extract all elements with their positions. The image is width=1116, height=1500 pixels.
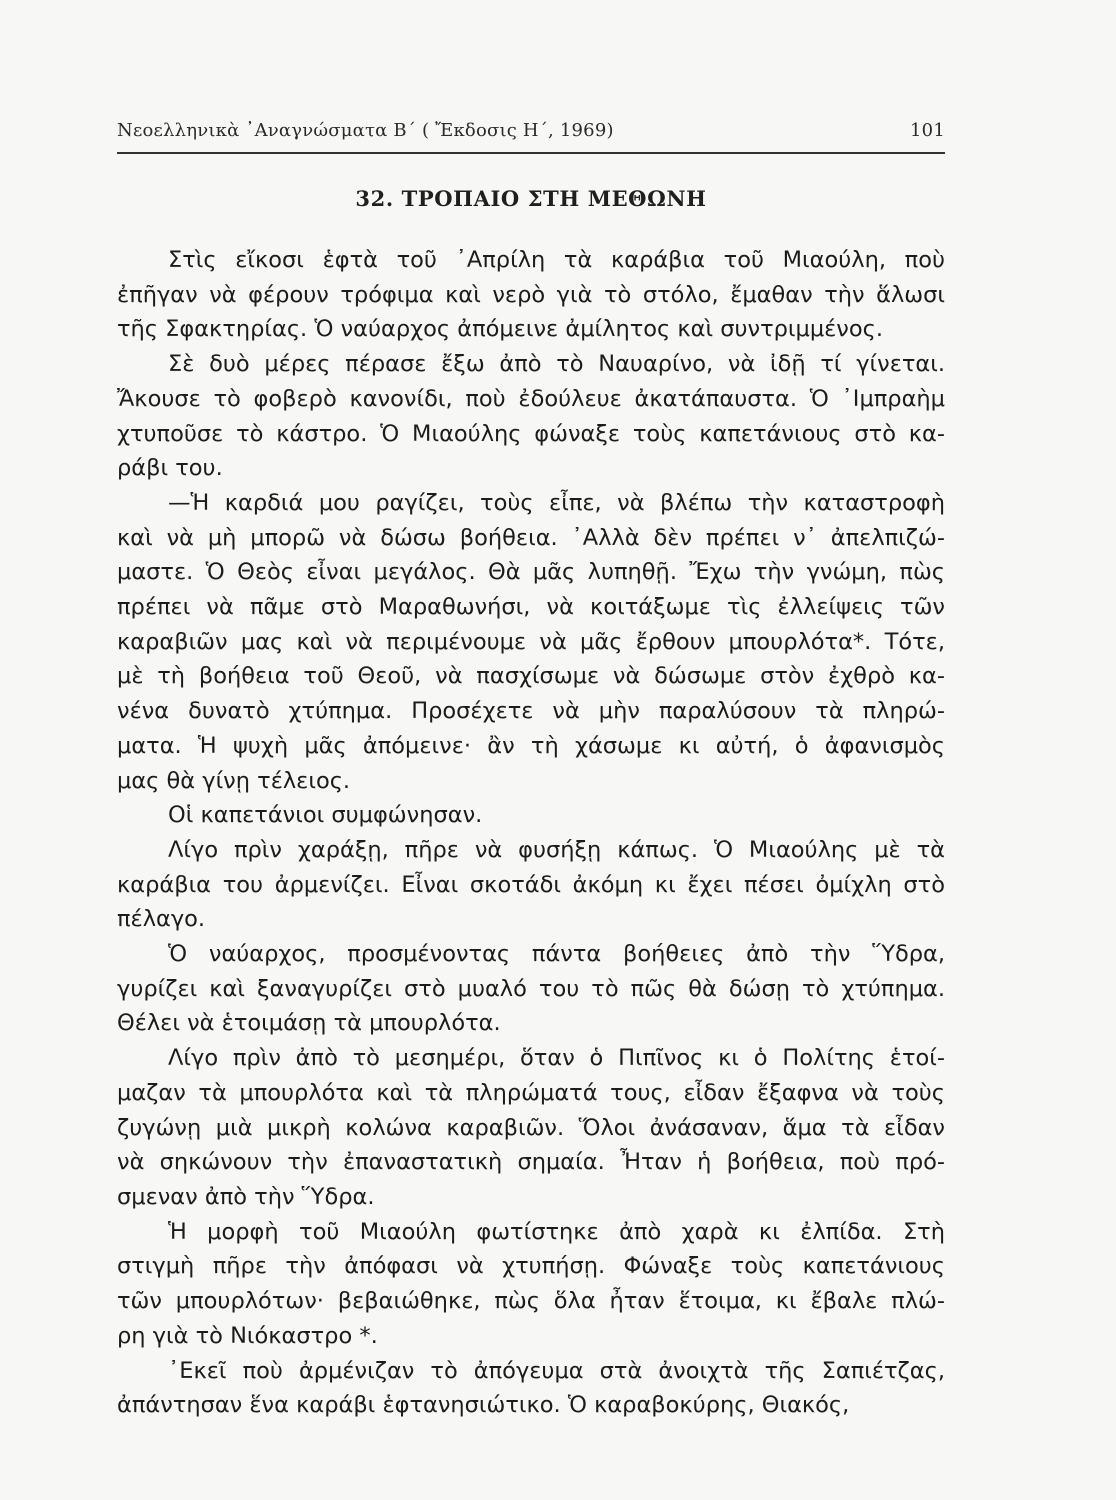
header-rule (117, 152, 945, 154)
paragraph (117, 1041, 945, 1215)
text-line: μαστε. Ὁ Θεὸς εἶναι μεγάλος. Θὰ μᾶς λυπηθῇ. Ἔχω τὴν γνώμη, πὼς (117, 559, 945, 586)
text-line: ἐπῆγαν νὰ φέρουν τρόφιμα καὶ νερὸ γιὰ τὸ στόλο, ἔμαθαν τὴν ἅλωσι (117, 281, 945, 308)
running-title: Νεοελληνικὰ ᾿Αναγνώσματα Β΄ ( Ἔκδοσις Η΄, 1969) (117, 120, 614, 141)
text-line: ρη γιὰ τὸ Νιόκαστρο *. (117, 1322, 378, 1349)
text-line: στιγμὴ πῆρε τὴν ἀπόφασι νὰ χτυπήσῃ. Φώναξε τοὺς καπετάνιους (117, 1253, 945, 1280)
paragraph (117, 486, 945, 798)
text-line: Στὶς εἴκοσι ἑφτὰ τοῦ ᾿Απρίλη τὰ καράβια τοῦ Μιαούλη, ποὺ (168, 247, 945, 273)
chapter-title: 32. ΤΡΟΠΑΙΟ ΣΤΗ ΜΕΘΩΝΗ (355, 186, 707, 211)
text-line: καὶ νὰ μὴ μπορῶ νὰ δώσω βοήθεια. ᾿Αλλὰ δὲν πρέπει ν᾿ ἀπελπιζώ- (117, 524, 945, 551)
paragraph (117, 1354, 945, 1423)
text-line: ᾿Εκεῖ ποὺ ἀρμένιζαν τὸ ἀπόγευμα στὰ ἀνοιχτὰ τῆς Σαπιέτζας, (168, 1357, 945, 1384)
text-line: ἀπάντησαν ἕνα καράβι ἑφτανησιώτικο. Ὁ καραβοκύρης, Θιακός, (117, 1392, 850, 1419)
text-line: χτυποῦσε τὸ κάστρο. Ὁ Μιαούλης φώναξε τοὺς καπετάνιους στὸ κα- (117, 420, 945, 447)
text-line: μαζαν τὰ μπουρλότα καὶ τὰ πληρώματά τους, εἶδαν ἔξαφνα νὰ τοὺς (117, 1079, 945, 1106)
text-line: τῆς Σφακτηρίας. Ὁ ναύαρχος ἀπόμεινε ἀμίλητος καὶ συντριμμένος. (117, 316, 883, 343)
text-line: τῶν μπουρλότων· βεβαιώθηκε, πὼς ὅλα ἦταν ἕτοιμα, κι ἔβαλε πλώ- (117, 1288, 945, 1315)
text-line: Ὁ ναύαρχος, προσμένοντας πάντα βοήθειες ἀπὸ τὴν Ὕδρα, (168, 941, 945, 968)
text-line: Θέλει νὰ ἑτοιμάσῃ τὰ μπουρλότα. (117, 1010, 501, 1037)
text-line: καραβιῶν μας καὶ νὰ περιμένουμε νὰ μᾶς ἔρθουν μπουρλότα*. Τότε, (117, 628, 945, 655)
text-line: μας θὰ γίνῃ τέλειος. (117, 767, 351, 794)
running-header (117, 118, 945, 148)
paragraph (117, 1215, 945, 1354)
paragraph (117, 833, 945, 937)
text-line: Λίγο πρὶν χαράξῃ, πῆρε νὰ φυσήξῃ κάπως. Ὁ Μιαούλης μὲ τὰ (168, 836, 945, 863)
text-line: Σὲ δυὸ μέρες πέρασε ἔξω ἀπὸ τὸ Ναυαρίνο, νὰ ἰδῇ τί γίνεται. (168, 351, 945, 378)
text-line: ζυγώνῃ μιὰ μικρὴ κολώνα καραβιῶν. Ὅλοι ἀνάσαναν, ἅμα τὰ εἶδαν (117, 1114, 945, 1141)
paragraph (117, 347, 945, 486)
text-line: ματα. Ἡ ψυχὴ μᾶς ἀπόμεινε· ἂν τὴ χάσωμε κι αὐτή, ὁ ἀφανισμὸς (117, 732, 945, 759)
text-line: νένα δυνατὸ χτύπημα. Προσέχετε νὰ μὴν παραλύσουν τὰ πληρώ- (117, 698, 945, 725)
text-line: πέλαγο. (117, 906, 206, 933)
text-line: ράβι του. (117, 455, 223, 482)
text-line: —Ἡ καρδιά μου ραγίζει, τοὺς εἶπε, νὰ βλέπω τὴν καταστροφὴ (168, 489, 945, 516)
body-text (117, 243, 945, 1423)
text-line: νὰ σηκώνουν τὴν ἐπαναστατικὴ σημαία. Ἦταν ἡ βοήθεια, ποὺ πρό- (117, 1149, 945, 1176)
text-line: πρέπει νὰ πᾶμε στὸ Μαραθωνήσι, νὰ κοιτάξωμε τὶς ἐλλείψεις τῶν (117, 594, 945, 621)
text-line: Οἱ καπετάνιοι συμφώνησαν. (168, 802, 483, 829)
text-line: σμεναν ἀπὸ τὴν Ὕδρα. (117, 1183, 375, 1210)
text-line: Λίγο πρὶν ἀπὸ τὸ μεσημέρι, ὅταν ὁ Πιπῖνος κι ὁ Πολίτης ἑτοί- (168, 1045, 945, 1072)
text-line: καράβια του ἀρμενίζει. Εἶναι σκοτάδι ἀκόμη κι ἔχει πέσει ὀμίχλη στὸ (117, 871, 945, 898)
paragraph (117, 243, 945, 347)
text-line: μὲ τὴ βοήθεια τοῦ Θεοῦ, νὰ πασχίσωμε νὰ δώσωμε στὸν ἐχθρὸ κα- (117, 663, 945, 690)
text-line: Ἡ μορφὴ τοῦ Μιαούλη φωτίστηκε ἀπὸ χαρὰ κι ἐλπίδα. Στὴ (168, 1218, 945, 1245)
page-number: 101 (910, 120, 945, 141)
text-line: Ἄκουσε τὸ φοβερὸ κανονίδι, ποὺ ἐδούλευε ἀκατάπαυστα. Ὁ ᾿Ιμπραὴμ (117, 385, 945, 412)
paragraph (117, 937, 945, 1041)
paragraph (117, 798, 945, 833)
text-line: γυρίζει καὶ ξαναγυρίζει στὸ μυαλό του τὸ πῶς θὰ δώσῃ τὸ χτύπημα. (117, 975, 945, 1002)
